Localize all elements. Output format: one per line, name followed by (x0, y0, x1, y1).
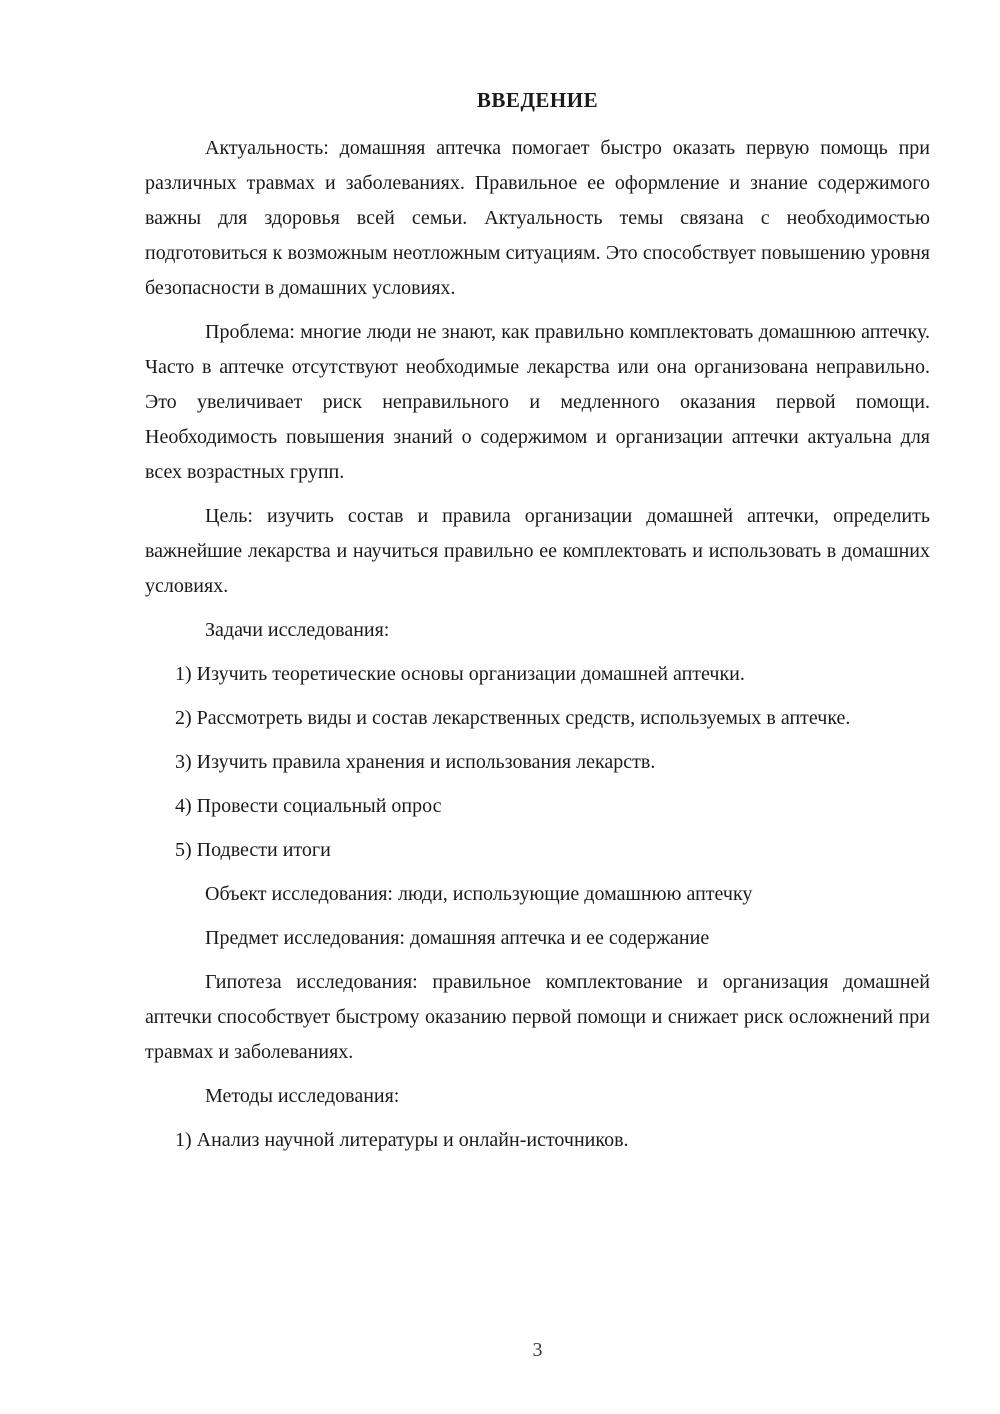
list-item-task-3: 3) Изучить правила хранения и использования лекарств. (175, 751, 656, 773)
paragraph-obekt: Объект исследования: люди, использующие домашнюю аптечку (205, 883, 753, 905)
list-item-task-2: 2) Рассмотреть виды и состав лекарственных средств, используемых в аптечке. (175, 707, 851, 729)
paragraph-problema: Проблема: многие люди не знают, как правильно комплектовать домашнюю аптечку. Часто в аптечке отсутствуют необходимые лекарства или она организована неправильно. Это увеличивает риск неправильного и медленного оказания первой помощи. Необходимость повышения знаний о содержимом и организации аптечки актуальна для всех возрастных групп. (145, 321, 930, 483)
paragraph-metody-heading: Методы исследования: (205, 1085, 400, 1107)
page-number: 3 (532, 1339, 543, 1361)
document-title: ВВЕДЕНИЕ (476, 88, 599, 112)
paragraph-aktualnost: Актуальность: домашняя аптечка помогает быстро оказать первую помощь при различных травмах и заболеваниях. Правильное ее оформление и знание содержимого важны для здоровья всей семьи. Актуальность темы связана с необходимостью подготовиться к возможным неотложным ситуациям. Это способствует повышению уровня безопасности в домашних условиях. (145, 137, 930, 299)
paragraph-tsel: Цель: изучить состав и правила организации домашней аптечки, определить важнейшие лекарства и научиться правильно ее комплектовать и использовать в домашних условиях. (145, 505, 930, 597)
list-item-task-1: 1) Изучить теоретические основы организации домашней аптечки. (175, 663, 745, 685)
list-item-task-5: 5) Подвести итоги (175, 839, 331, 861)
paragraph-predmet: Предмет исследования: домашняя аптечка и ее содержание (205, 927, 710, 949)
list-item-task-4: 4) Провести социальный опрос (175, 795, 442, 817)
paragraph-zadachi-heading: Задачи исследования: (205, 619, 390, 641)
list-item-method-1: 1) Анализ научной литературы и онлайн-источников. (175, 1129, 629, 1151)
paragraph-gipoteza: Гипотеза исследования: правильное комплектование и организация домашней аптечки способствует быстрому оказанию первой помощи и снижает риск осложнений при травмах и заболеваниях. (145, 971, 930, 1063)
